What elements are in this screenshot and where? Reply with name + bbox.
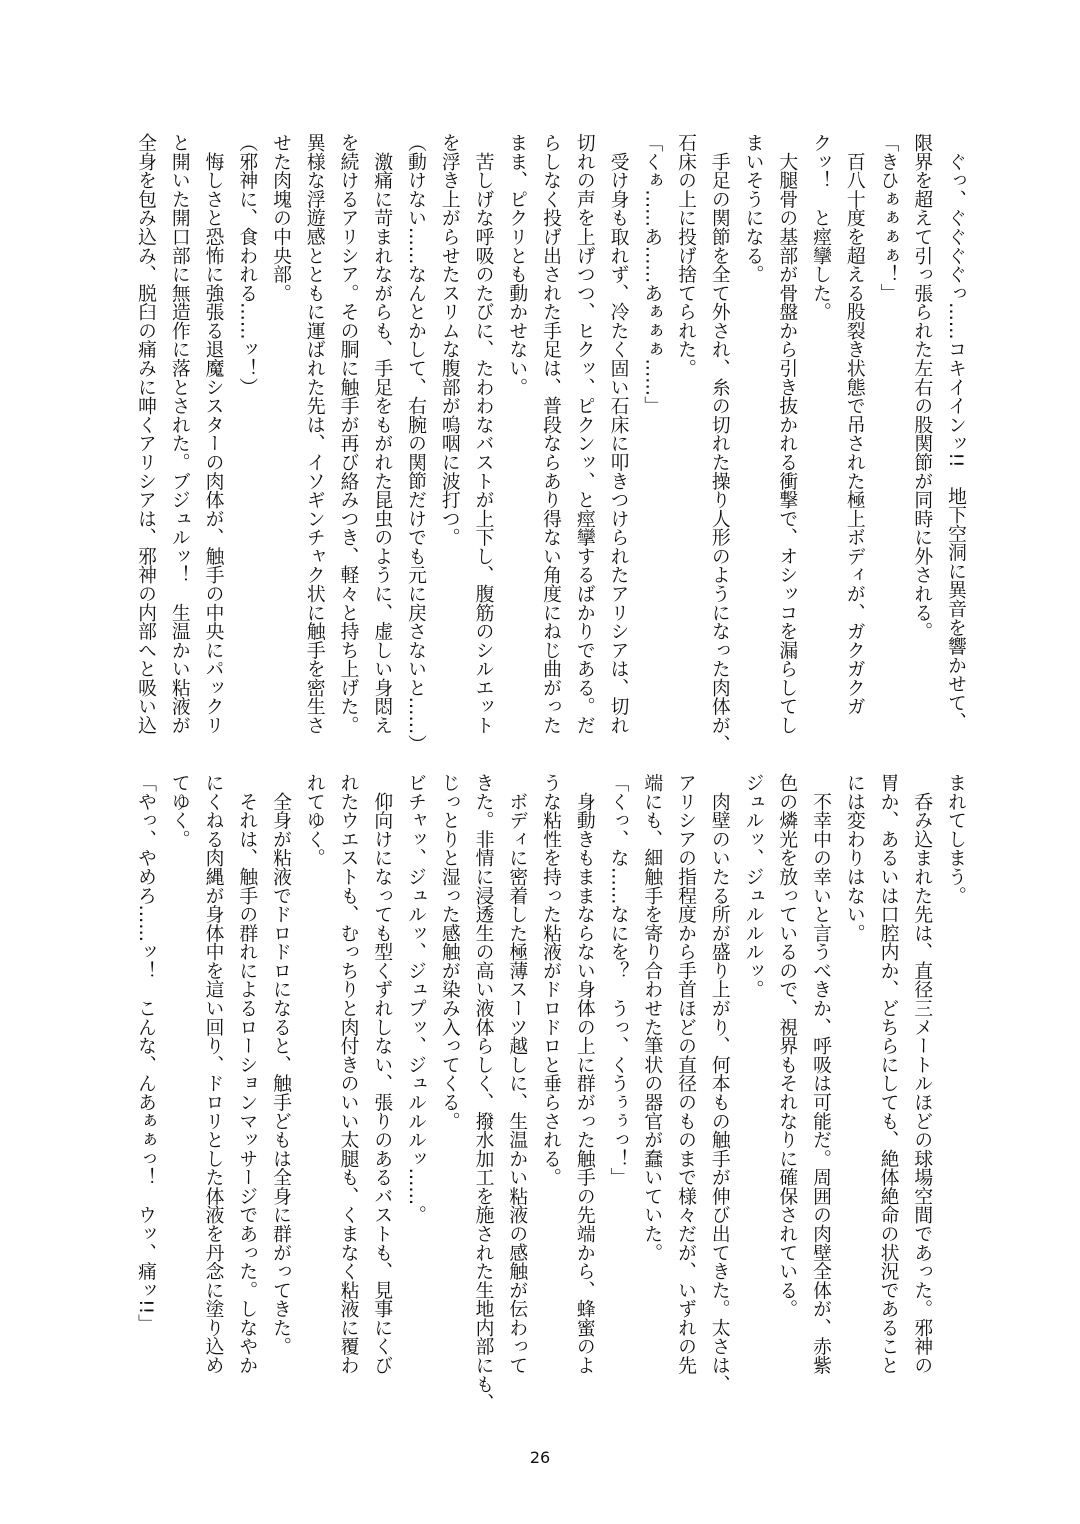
- text-line: れたウエストも、むっちりと肉付きのいい太腿も、くまなく粘液に覆わ: [337, 773, 359, 1375]
- text-line: 呑み込まれた先は、直径三メートルほどの球場空間であった。邪神の: [911, 773, 933, 1375]
- text-line: まま、ピクリとも動かせない。: [506, 133, 528, 397]
- text-line: を浮き上がらせたスリムな腹部が嗚咽に波打つ。: [438, 133, 460, 547]
- text-line: じっとりと湿った感触が染み入ってくる。: [438, 773, 460, 1131]
- text-line: クッ！ と痙攣した。: [810, 133, 831, 321]
- text-line: れてゆく。: [303, 773, 325, 867]
- text-line: アリシアの指程度から手首ほどの直径のものまで様々だが、いずれの先: [675, 773, 696, 1375]
- text-line: 受け身も取れず、冷たく固い石床に叩きつけられたアリシアは、切れ: [607, 133, 629, 735]
- text-line: を続けるアリシア。その胴に触手が再び絡みつき、軽々と持ち上げた。: [337, 133, 359, 735]
- text-line: には変わりはない。: [843, 773, 865, 943]
- text-line: 端にも、細触手を寄り合わせた筆状の器官が蠢いていた。: [641, 773, 663, 1262]
- upper-text-block: [128, 133, 972, 754]
- page-number: 26: [529, 1448, 551, 1467]
- text-line: と開いた開口部に無造作に落とされた。ブジュルッ！ 生温かい粘液が: [168, 133, 190, 735]
- text-line: にくねる肉縄が身体中を這い回り、ドロリとした体液を丹念に塗り込め: [202, 773, 224, 1375]
- text-line: （動けない……なんとかして、右腕の関節だけでも元に戻さないと……）: [405, 133, 426, 754]
- text-line: 仰向けになっても型くずれしない、張りのあるバストも、見事にくび: [371, 773, 393, 1375]
- text-line: 「くっ、な……なにを？ うっ、くうぅぅっ！」: [607, 773, 629, 1187]
- text-line: せた肉塊の中央部。: [270, 133, 291, 303]
- text-line: 「やっ、やめろ……ッ！ こんな、んあぁぁっ！ ウッ、痛ッ!!」: [135, 773, 156, 1333]
- text-line: ジュルッ、ジュルルルッ。: [742, 773, 764, 999]
- text-line: うな粘性を持った粘液がドロドロと垂らされる。: [540, 773, 561, 1187]
- text-line: 異様な浮遊感とともに運ばれた先は、イソギンチャク状に触手を密生さ: [303, 133, 325, 735]
- text-line: てゆく。: [168, 773, 190, 849]
- text-line: 全身を包み込み、脱臼の痛みに呻くアリシアは、邪神の内部へと吸い込: [135, 133, 156, 735]
- text-line: 「くぁ……あ……あぁぁぁ……」: [641, 133, 663, 415]
- text-line: 「きひぁぁぁぁ！」: [877, 133, 899, 303]
- text-line: まいそうになる。: [742, 133, 764, 284]
- text-line: ビチャッ、ジュルッ、ジュプッ、ジュルルルッ……。: [405, 773, 426, 1224]
- lower-text-block: [128, 773, 972, 1412]
- text-line: 胃か、あるいは口腔内か、どちらにしても、絶体絶命の状況であること: [877, 773, 899, 1375]
- text-line: 手足の関節を全て外され、糸の切れた操り人形のようになった肉体が、: [708, 133, 730, 754]
- text-line: 大腿骨の基部が骨盤から引き抜かれる衝撃で、オシッコを漏らしてし: [776, 133, 798, 735]
- text-line: 肉壁のいたる所が盛り上がり、何本もの触手が伸び出てきた。太さは、: [708, 773, 730, 1394]
- text-line: 百八十度を超える股裂き状態で吊された極上ボディが、ガクガクガ: [843, 133, 865, 716]
- text-line: 激痛に苛まれながらも、手足をもがれた昆虫のように、虚しい身悶え: [371, 133, 393, 735]
- text-line: 切れの声を上げつつ、ヒクッ、ピクンッ、と痙攣するばかりである。だ: [573, 133, 595, 735]
- text-line: ぐっ、ぐぐぐぐっ……コキイインッ!! 地下空洞に異音を響かせて、: [945, 133, 966, 731]
- text-line: それは、触手の群れによるローションマッサージであった。しなやか: [236, 773, 258, 1375]
- text-line: 色の燐光を放っているので、視界もそれなりに確保されている。: [776, 773, 798, 1318]
- text-line: 限界を超えて引っ張られた左右の股関節が同時に外される。: [911, 133, 933, 641]
- text-line: まれてしまう。: [945, 773, 966, 905]
- text-line: 身動きもままならない身体の上に群がった触手の先端から、蜂蜜のよ: [573, 773, 595, 1375]
- text-line: 苦しげな呼吸のたびに、たわわなバストが上下し、腹筋のシルエット: [472, 133, 494, 735]
- text-line: ボディに密着した極薄スーツ越しに、生温かい粘液の感触が伝わって: [506, 773, 528, 1375]
- text-line: きた。非情に浸透生の高い液体らしく、撥水加工を施された生地内部にも、: [472, 773, 494, 1412]
- text-line: 石床の上に投げ捨てられた。: [675, 133, 696, 378]
- text-line: らしなく投げ出された手足は、普段ならあり得ない角度にねじ曲がった: [540, 133, 561, 735]
- text-line: 悔しさと恐怖に強張る退魔シスターの肉体が、触手の中央にパックリ: [202, 133, 224, 735]
- text-line: 全身が粘液でドロドロになると、触手どもは全身に群がってきた。: [270, 773, 291, 1356]
- text-line: （邪神に、食われる……ッ！）: [236, 133, 258, 397]
- text-line: 不幸中の幸いと言うべきか、呼吸は可能だ。周囲の肉壁全体が、赤紫: [810, 773, 831, 1375]
